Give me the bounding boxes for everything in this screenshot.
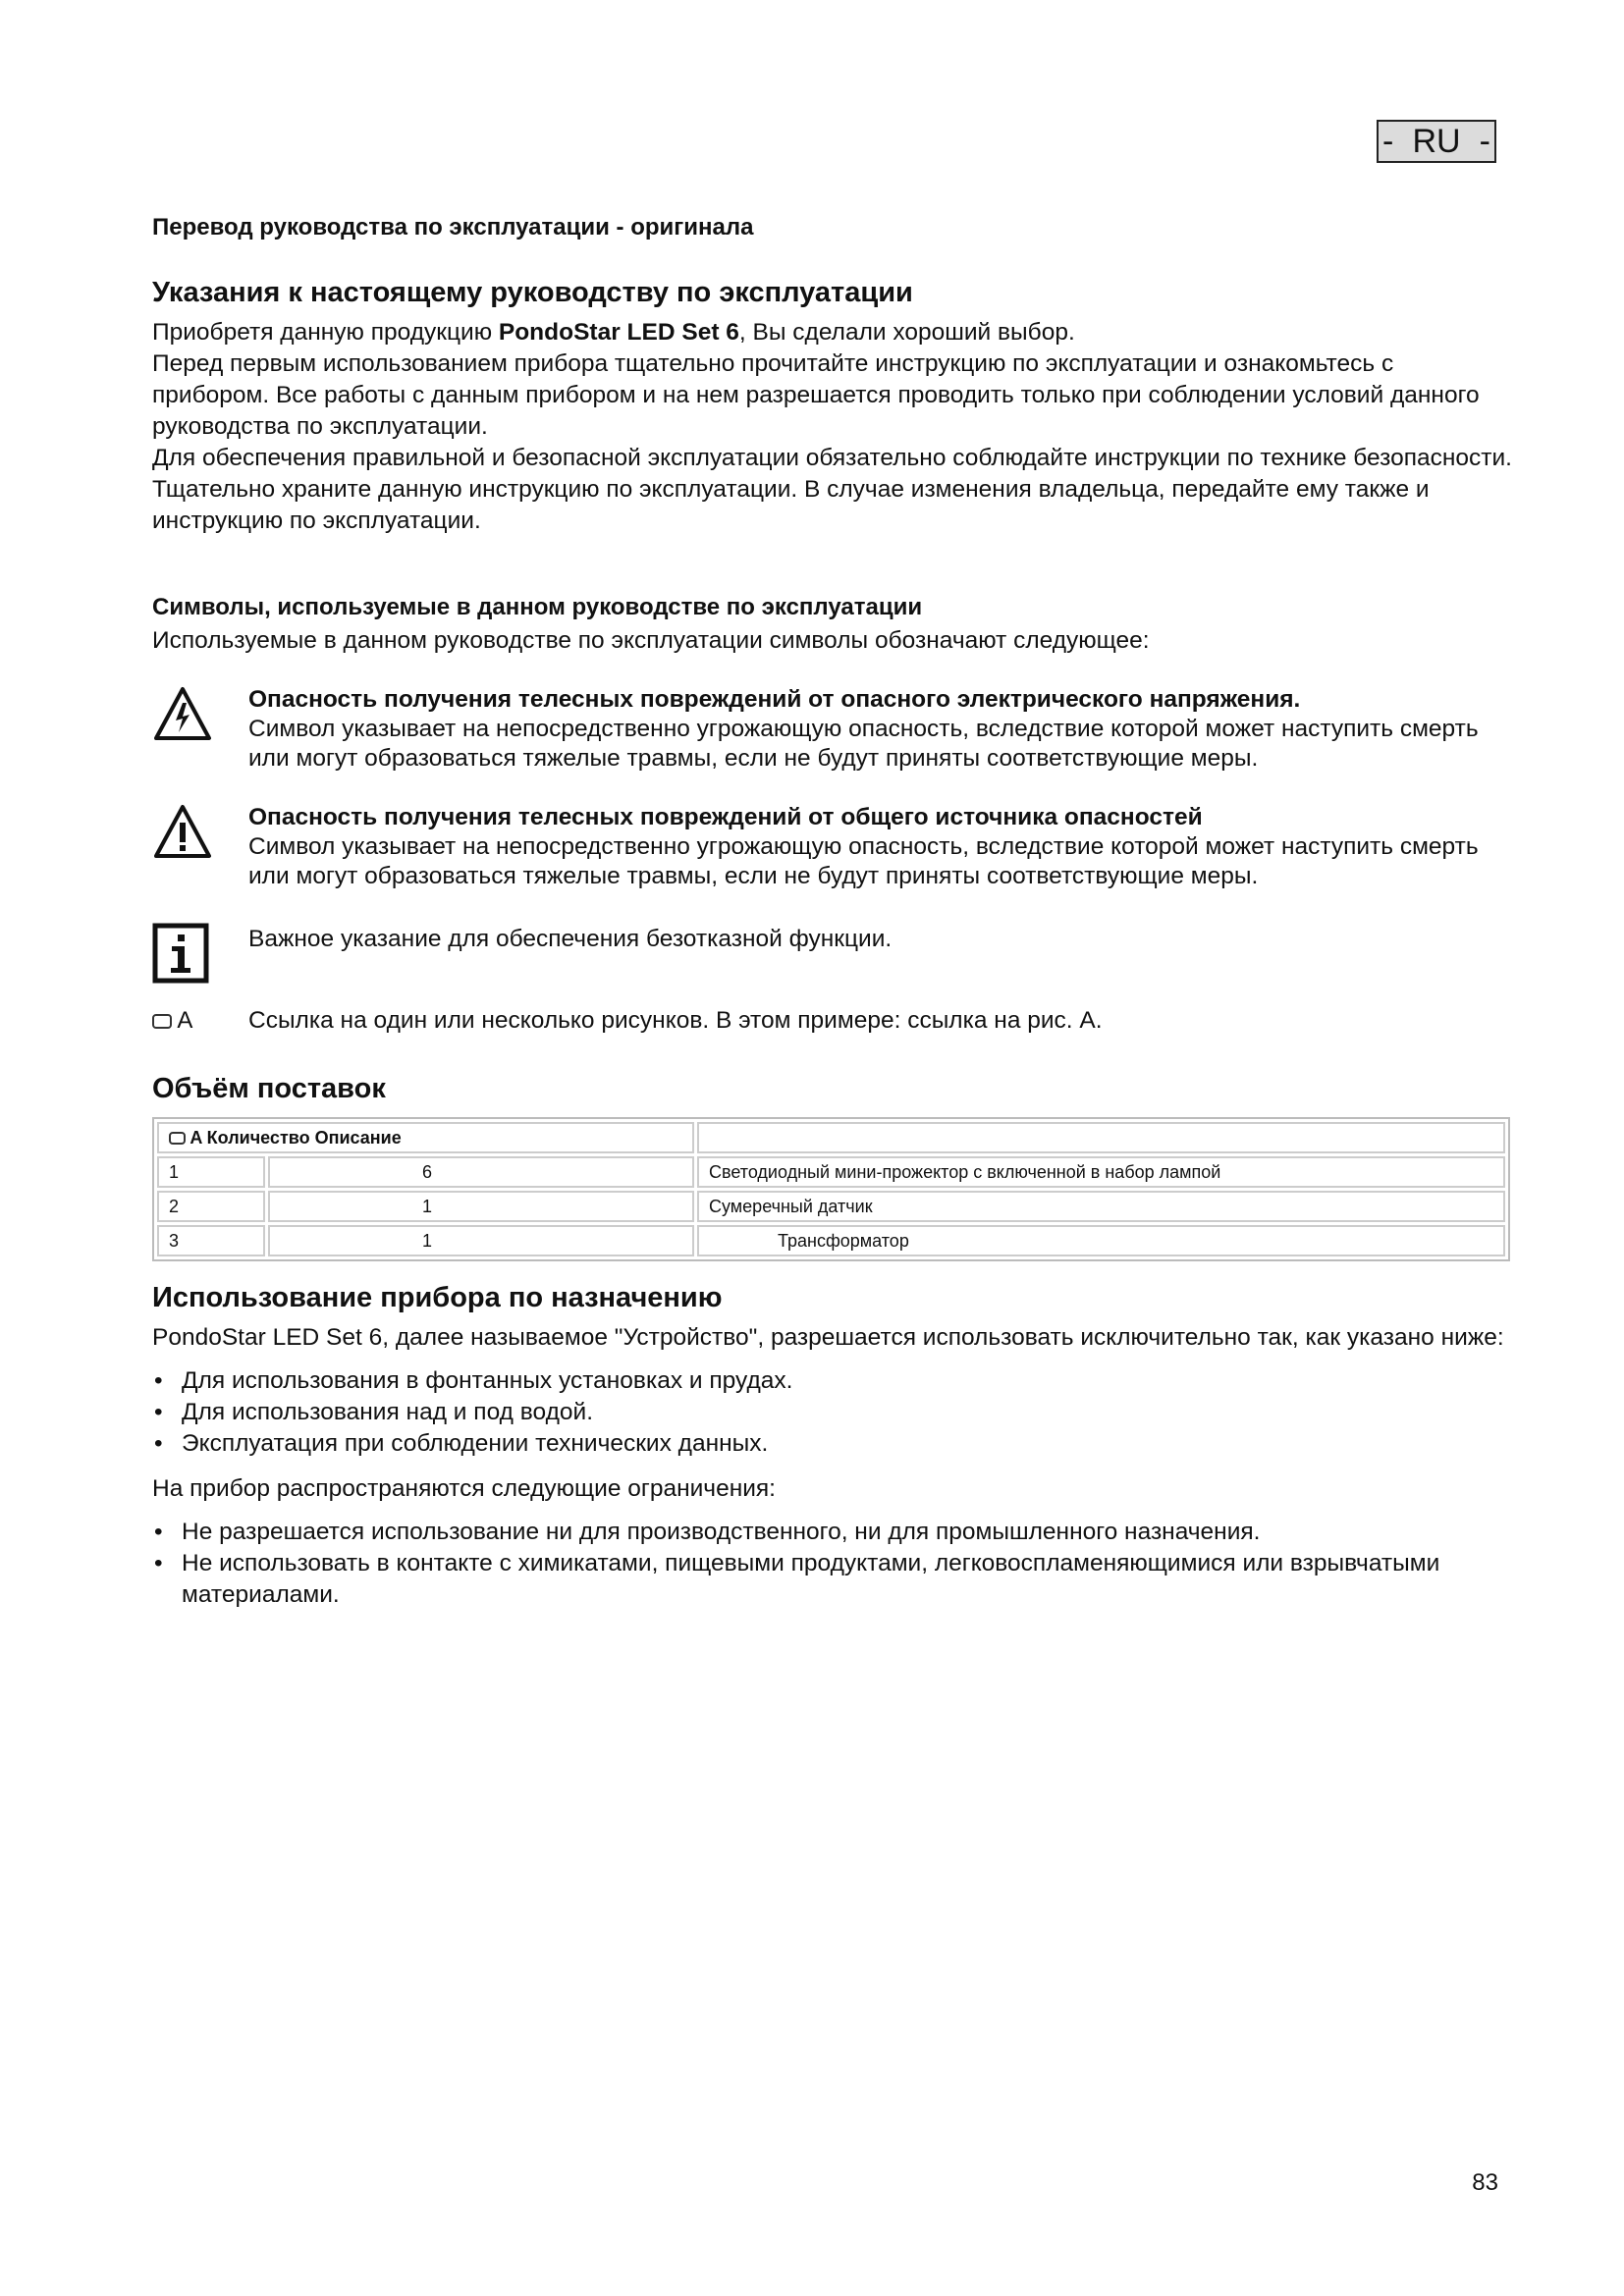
supply-row-number: 3 <box>157 1225 265 1256</box>
intro-section <box>152 277 1512 537</box>
usage-intro: PondoStar LED Set 6, далее называемое "Устройство", разрешается использовать исключительно так, как указано ниже: <box>152 1324 1504 1351</box>
supply-row-number: 2 <box>157 1191 265 1222</box>
symbols-section <box>152 594 1512 657</box>
symbol-general-hazard <box>152 803 1507 901</box>
figure-reference-marker <box>152 1006 192 1036</box>
table-row <box>157 1156 1505 1188</box>
supply-table-header-empty <box>697 1122 1505 1153</box>
intro-heading: Указания к настоящему руководству по эксплуатации <box>152 277 913 308</box>
general-hazard-icon <box>152 803 213 860</box>
table-row <box>157 1191 1505 1222</box>
figure-reference-label: A <box>177 1007 193 1034</box>
supply-table-header <box>157 1122 1505 1153</box>
list-item: • Эксплуатация при соблюдении технических данных. <box>152 1428 1512 1460</box>
general-hazard-title: Опасность получения телесных повреждений от общего источника опасностей <box>248 804 1203 830</box>
info-text: Важное указание для обеспечения безотказной функции. <box>248 926 893 952</box>
intro-paragraph-2: Перед первым использованием прибора тщательно прочитайте инструкцию по эксплуатации и ознакомьтесь с прибором. Все работы с данным прибором и на нем разрешается проводить только при соблюдении условий данного руководства по эксплуатации. <box>152 350 1480 440</box>
list-item: • Не разрешается использование ни для производственного, ни для промышленного назначения. <box>152 1517 1512 1548</box>
symbol-info <box>152 923 1507 991</box>
list-item: • Для использования в фонтанных установках и прудах. <box>152 1365 1512 1397</box>
intro-p1-after: , Вы сделали хороший выбор. <box>738 319 1075 346</box>
usage-section <box>152 1282 1512 1611</box>
intro-paragraph-1 <box>152 317 1512 348</box>
intro-p1-before: Приобретя данную продукцию <box>152 319 499 346</box>
symbol-figure-reference <box>152 1001 1507 1037</box>
electric-hazard-title: Опасность получения телесных повреждений от опасного электрического напряжения. <box>248 686 1301 713</box>
list-item: • Не использовать в контакте с химикатами, пищевыми продуктами, легковоспламеняющимися или взрывчатыми материалами. <box>152 1548 1512 1611</box>
usage-allowed-list <box>152 1365 1512 1460</box>
supply-table-header-cell <box>157 1122 694 1153</box>
general-hazard-text <box>248 803 1525 891</box>
supply-row-description: Сумеречный датчик <box>697 1191 1505 1222</box>
usage-restrictions-list <box>152 1517 1512 1611</box>
supply-row-number: 1 <box>157 1156 265 1188</box>
list-item: • Для использования над и под водой. <box>152 1397 1512 1428</box>
table-row <box>157 1225 1505 1256</box>
page-number: 83 <box>1472 2169 1498 2196</box>
language-code: RU <box>1412 123 1461 160</box>
symbols-intro: Используемые в данном руководстве по эксплуатации символы обозначают следующее: <box>152 627 1150 654</box>
figure-reference-icon <box>169 1132 186 1145</box>
symbols-heading: Символы, используемые в данном руководстве по эксплуатации <box>152 594 923 620</box>
supply-row-quantity: 6 <box>268 1156 694 1188</box>
language-badge-right-dash: - <box>1479 123 1490 160</box>
supply-row-quantity: 1 <box>268 1225 694 1256</box>
document-subtitle: Перевод руководства по эксплуатации - оригинала <box>152 214 754 240</box>
usage-heading: Использование прибора по назначению <box>152 1282 723 1313</box>
usage-restrictions-intro: На прибор распространяются следующие ограничения: <box>152 1475 776 1502</box>
supply-row-description: Трансформатор <box>697 1225 1505 1256</box>
electric-hazard-description: Символ указывает на непосредственно угрожающую опасность, вследствие которой может наступить смерть или могут образоваться тяжелые травмы, если не будут приняты соответствующие меры. <box>248 716 1479 772</box>
language-badge <box>1377 120 1496 163</box>
figure-reference-text: Ссылка на один или несколько рисунков. В этом примере: ссылка на рис. A. <box>248 1007 1103 1034</box>
product-name: PondoStar LED Set 6 <box>498 319 739 346</box>
general-hazard-description: Символ указывает на непосредственно угрожающую опасность, вследствие которой может наступить смерть или могут образоваться тяжелые травмы, если не будут приняты соответствующие меры. <box>248 833 1479 889</box>
intro-body <box>152 317 1512 537</box>
electric-hazard-text <box>248 685 1525 774</box>
symbol-electric-hazard <box>152 685 1507 783</box>
supply-table <box>152 1117 1510 1261</box>
figure-reference-icon <box>152 1014 172 1029</box>
supply-row-description: Светодиодный мини-прожектор с включенной в набор лампой <box>697 1156 1505 1188</box>
language-badge-left-dash: - <box>1382 123 1394 160</box>
intro-paragraph-4: Тщательно храните данную инструкцию по эксплуатации. В случае изменения владельца, передайте ему также и инструкцию по эксплуатации. <box>152 476 1430 534</box>
supply-heading: Объём поставок <box>152 1073 386 1104</box>
info-icon <box>152 923 209 984</box>
supply-header-label: A Количество Описание <box>189 1128 402 1148</box>
electric-hazard-icon <box>152 685 213 742</box>
intro-paragraph-3: Для обеспечения правильной и безопасной эксплуатации обязательно соблюдайте инструкции по технике безопасности. <box>152 445 1512 471</box>
supply-row-quantity: 1 <box>268 1191 694 1222</box>
